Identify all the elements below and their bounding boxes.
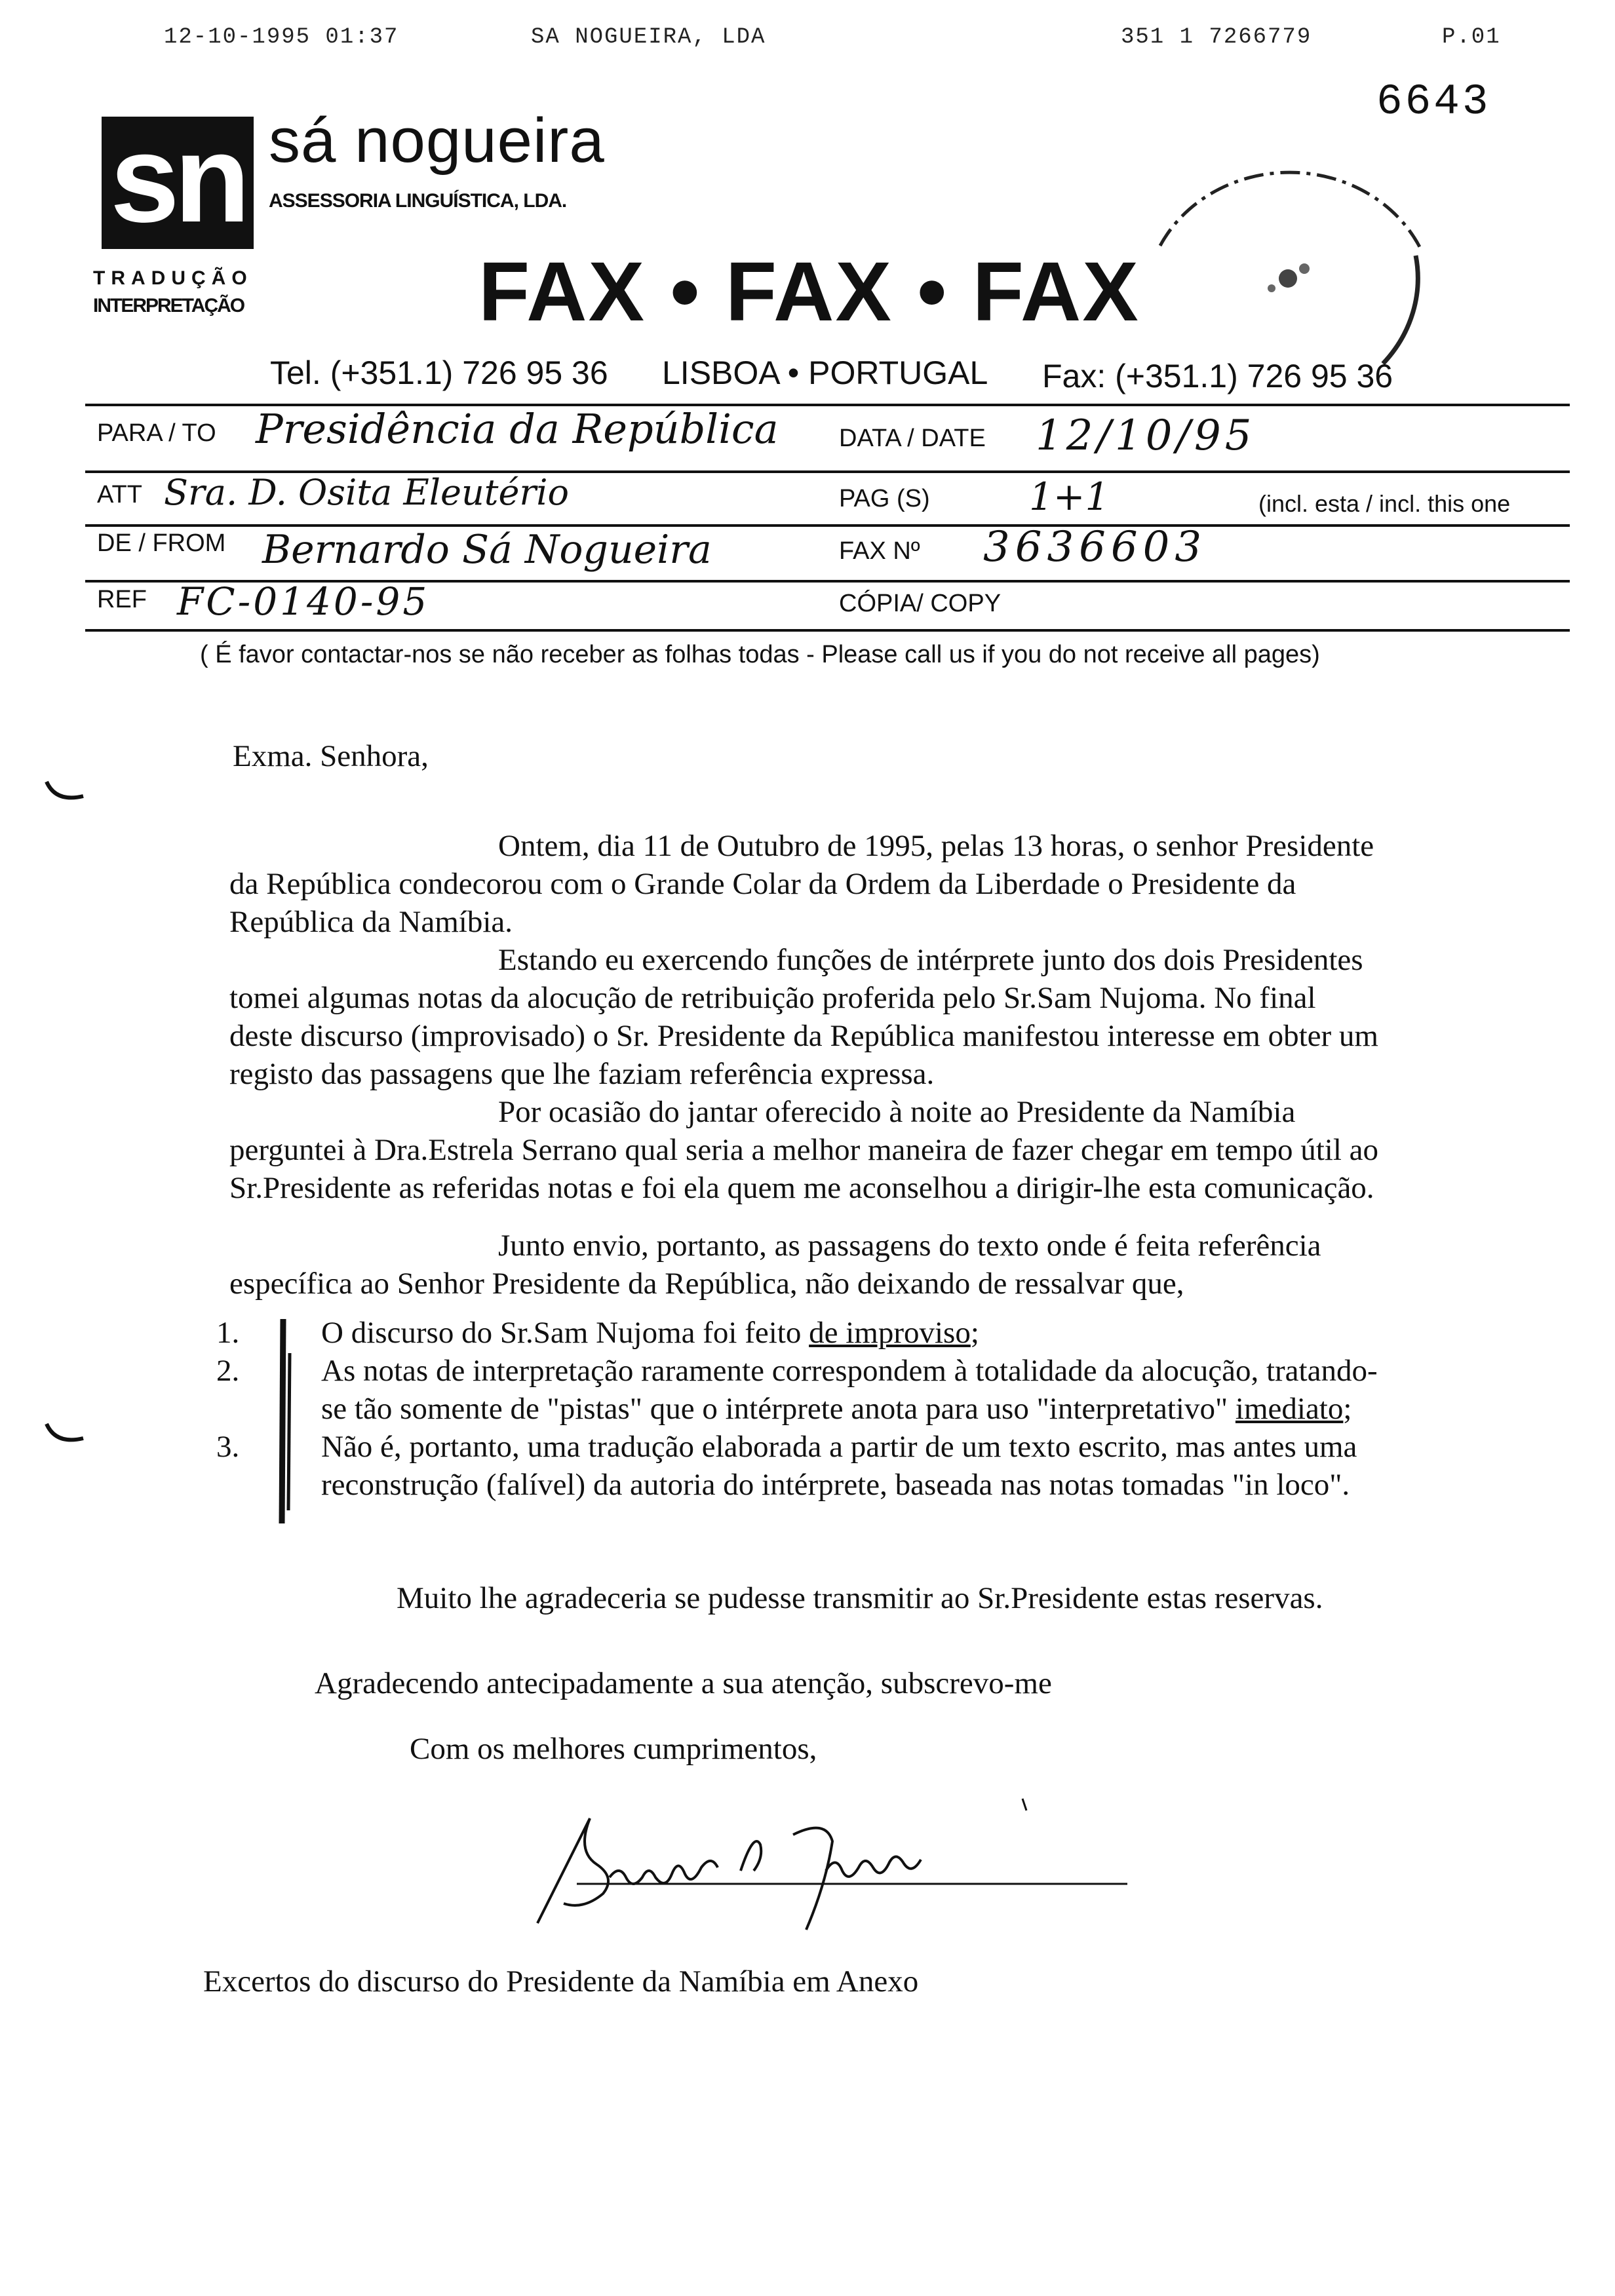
ref-label: REF — [97, 586, 147, 613]
from-value: Bernardo Sá Nogueira — [262, 527, 712, 573]
list-item-tail: ; — [970, 1316, 979, 1350]
contact-tel: Tel. (+351.1) 726 95 36 — [270, 354, 608, 391]
fax-number-value: 3636603 — [983, 523, 1207, 571]
fax-number-label: FAX Nº — [839, 537, 920, 565]
closing-line: Com os melhores cumprimentos, — [410, 1732, 817, 1766]
salutation: Exma. Senhora, — [233, 739, 429, 773]
date-label: DATA / DATE — [839, 425, 986, 452]
signature — [518, 1779, 1147, 1943]
fax-phone: 351 1 7266779 — [1121, 25, 1312, 50]
pages-label: PAG (S) — [839, 485, 930, 512]
fax-sender: SA NOGUEIRA, LDA — [531, 25, 766, 50]
ref-value: FC-0140-95 — [177, 579, 430, 624]
service-interpretation: INTERPRETAÇÃO — [93, 295, 244, 316]
date-value: 12/10/95 — [1036, 411, 1256, 460]
fax-banner: FAX • FAX • FAX — [478, 245, 1140, 339]
annex-note: Excertos do discurso do Presidente da Namíbia em Anexo — [203, 1964, 919, 1999]
paragraph: Estando eu exercendo funções de intérprete junto dos dois Presidentes tomei algumas notas da alocução de retribuição proferida pelo Sr.Sam Nujoma. No final deste discurso (improvisado) o Sr. Presidente da República manifestou interesse em obter um registo das passagens que lhe faziam referência expressa. — [229, 943, 1378, 1091]
list-item-emphasis: de improviso — [809, 1316, 971, 1350]
company-logo — [102, 109, 254, 249]
att-label: ATT — [97, 481, 142, 508]
fax-page-number: P.01 — [1442, 25, 1501, 50]
letter-body — [229, 827, 1383, 1303]
pages-notice: ( É favor contactar-nos se não receber as folhas todas - Please call us if you do not receive all pages) — [200, 641, 1320, 668]
paragraph: Agradecendo antecipadamente a sua atenção, subscrevo-me — [315, 1666, 1052, 1700]
contact-city: LISBOA • PORTUGAL — [662, 354, 988, 391]
paragraph: Ontem, dia 11 de Outubro de 1995, pelas 13 horas, o senhor Presidente da República condecorou com o Grande Colar da Ordem da Liberdade o Presidente da República da Namíbia. — [229, 829, 1374, 939]
para-value: Presidência da República — [256, 405, 779, 453]
contact-fax: Fax: (+351.1) 726 95 36 — [1042, 358, 1393, 394]
list-item-number: 2. — [216, 1354, 240, 1388]
paragraph: Junto envio, portanto, as passagens do texto onde é feita referência específica ao Senhor Presidente da República, não deixando de ressalvar que, — [229, 1229, 1321, 1301]
pages-value: 1+1 — [1029, 474, 1110, 519]
list-item-text: O discurso do Sr.Sam Nujoma foi feito — [321, 1316, 809, 1350]
official-stamp — [1134, 147, 1442, 383]
paragraph: Muito lhe agradeceria se pudesse transmitir ao Sr.Presidente estas reservas. — [397, 1581, 1323, 1615]
list-item — [216, 1428, 1396, 1504]
att-value: Sra. D. Osita Eleutério — [164, 472, 570, 513]
margin-mark — [43, 1419, 88, 1451]
company-name: sá nogueira — [269, 105, 605, 176]
list-item-tail: ; — [1343, 1392, 1352, 1426]
para-label: PARA / TO — [97, 419, 216, 447]
service-translation: TRADUÇÃO — [93, 267, 253, 289]
logo-monogram: sn — [110, 109, 245, 248]
list-item-number: 1. — [216, 1316, 240, 1350]
list-item-text: As notas de interpretação raramente correspondem à totalidade da alocução, tratando-se tão somente de "pistas" que o intérprete anota para uso "interpretativo" — [321, 1354, 1378, 1426]
company-subtitle: ASSESSORIA LINGUÍSTICA, LDA. — [269, 190, 567, 212]
fax-datetime: 12-10-1995 01:37 — [164, 25, 399, 50]
pages-note: (incl. esta / incl. this one — [1258, 490, 1511, 517]
closing-paragraph — [216, 1579, 1396, 1617]
list-item — [216, 1352, 1396, 1428]
stamp-number: 6643 — [1376, 77, 1491, 126]
margin-mark — [43, 776, 88, 809]
list-item — [216, 1314, 1396, 1352]
paragraph: Por ocasião do jantar oferecido à noite ao Presidente da Namíbia perguntei à Dra.Estrela Serrano qual seria a melhor maneira de fazer chegar em tempo útil ao Sr.Presidente as referidas notas e foi ela quem me aconselhou a dirigir-lhe esta comunicação. — [229, 1095, 1378, 1205]
copy-label: CÓPIA/ COPY — [839, 590, 1002, 617]
list-item-number: 3. — [216, 1430, 240, 1464]
margin-bracket — [269, 1314, 302, 1530]
numbered-list — [216, 1314, 1396, 1504]
form-rule — [85, 629, 1570, 632]
list-item-emphasis: imediato — [1235, 1392, 1344, 1426]
list-item-text: Não é, portanto, uma tradução elaborada a partir de um texto escrito, mas antes uma reconstrução (falível) da autoria do intérprete, baseada nas notas tomadas "in loco". — [321, 1430, 1357, 1502]
from-label: DE / FROM — [97, 529, 226, 557]
